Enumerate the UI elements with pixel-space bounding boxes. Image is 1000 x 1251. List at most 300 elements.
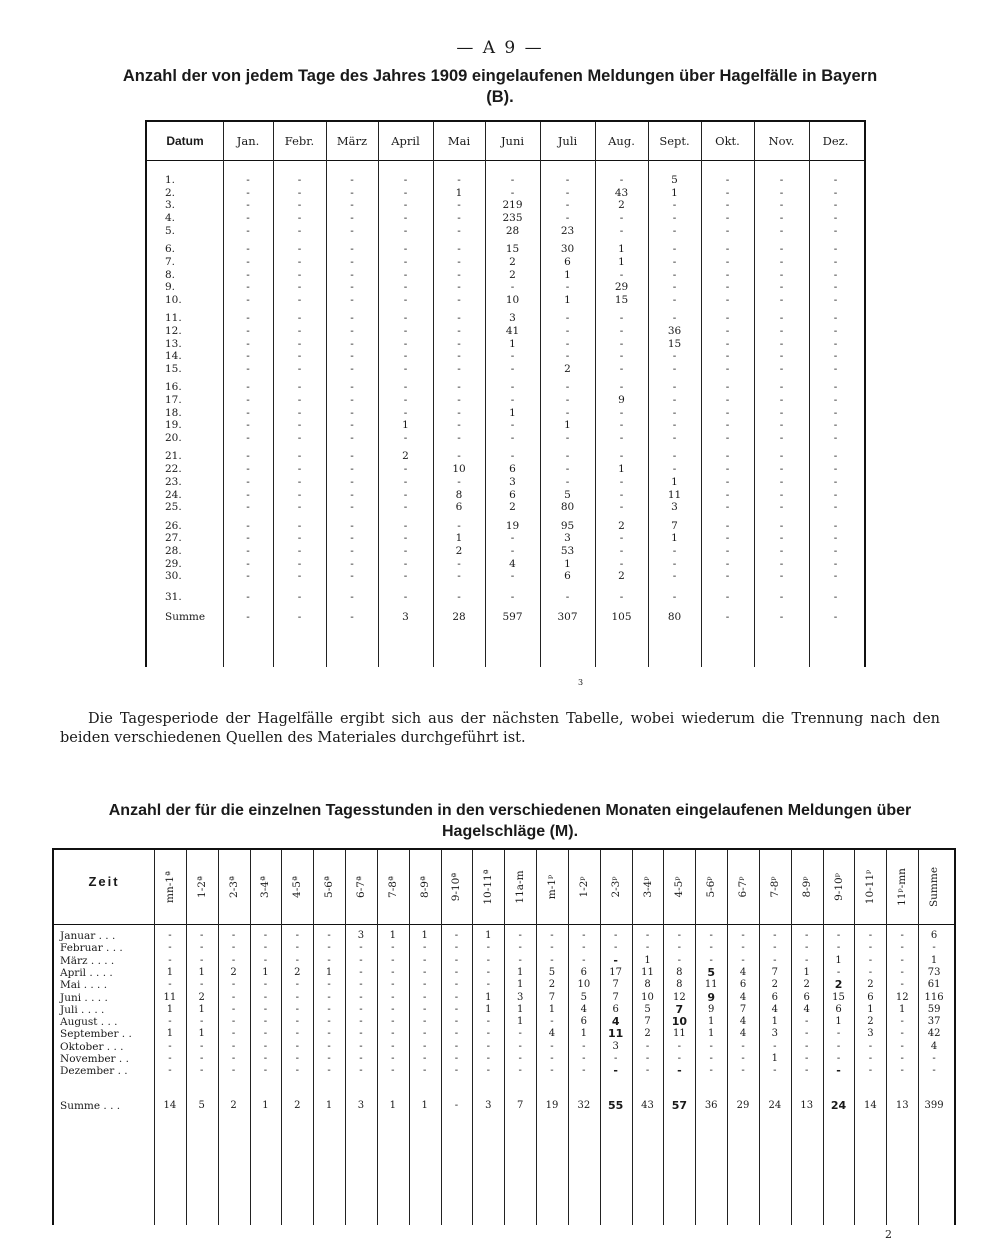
table1-column-divider: [595, 122, 596, 667]
table1-row-label: 17.: [165, 394, 182, 406]
table1-cell: 41: [505, 324, 520, 337]
table2-cell: -: [263, 1053, 268, 1064]
table2-column-header-label: 8-9ᵖ: [800, 876, 813, 898]
table1-cell: -: [350, 394, 354, 406]
table2-column-header: [536, 850, 568, 924]
table1-cell: 1: [671, 532, 678, 545]
table1-cell: -: [725, 590, 730, 603]
table2-cell: 29: [736, 1099, 750, 1111]
table1-cell: -: [297, 243, 302, 256]
table1-row-label: 28.: [165, 544, 182, 557]
table1-cell: -: [779, 519, 784, 532]
table1-cell: 1: [509, 337, 516, 350]
table2-cell: -: [613, 930, 618, 941]
table2-column-divider: [663, 850, 664, 1225]
table1-cell: -: [725, 450, 730, 463]
table1-cell: -: [779, 281, 784, 294]
table2-column-header-label: 10-11ᵖ: [864, 869, 877, 905]
table2-cell: -: [677, 1064, 682, 1078]
table1-cell: -: [350, 186, 354, 199]
table2-column-header-label: 3-4ª: [259, 876, 272, 898]
table2-cell: -: [613, 1064, 618, 1078]
table2-cell: 2: [294, 1099, 301, 1111]
table1-cell: -: [246, 350, 250, 363]
table2-cell: -: [550, 1016, 554, 1028]
table1-column-header: März: [336, 134, 368, 148]
table2-cell: -: [231, 1016, 236, 1028]
table2-title: Anzahl der für die einzelnen Tagesstunden in den verschiedenen Monaten eingelaufenen Meldungen über Hagelschläge (M).: [108, 802, 912, 840]
table2-cell: 4: [803, 1003, 810, 1015]
table2-cell: 2: [771, 979, 779, 991]
table2-cell: -: [454, 954, 459, 966]
table1-cell: -: [297, 544, 302, 557]
table1-cell: 11: [667, 488, 682, 501]
table1-row: [147, 269, 864, 281]
table1-row: [147, 187, 864, 199]
table1-cell: -: [246, 268, 250, 281]
table1-cell: -: [833, 281, 838, 294]
table2-cell: 32: [577, 1099, 591, 1111]
table1-title: Anzahl der von jedem Tage des Jahres 1909 eingelaufenen Meldungen über Hagelfälle in Bayern (B).: [122, 67, 878, 106]
table1-cell: -: [833, 337, 838, 350]
table1-cell: -: [510, 544, 515, 557]
table1-cell: -: [457, 363, 461, 375]
table2-column-header: [154, 850, 186, 924]
table1-cell: -: [672, 381, 677, 394]
table2-cell: -: [359, 1053, 363, 1064]
table2-cell: 10: [577, 979, 591, 991]
table1-cell: -: [246, 363, 250, 375]
table1-cell: -: [246, 186, 250, 199]
table2-cell: 1: [771, 1016, 779, 1028]
table2-cell: -: [836, 1064, 841, 1078]
table1-cell: -: [403, 590, 408, 603]
table1-cell: -: [246, 475, 250, 488]
table1-cell: -: [350, 432, 354, 445]
table1-cell: -: [297, 268, 302, 281]
table1-cell: 2: [455, 544, 463, 557]
table2-cell: -: [327, 979, 331, 991]
table1-cell: -: [246, 243, 250, 256]
table1-cell: -: [725, 463, 730, 476]
table2-column-divider: [472, 850, 473, 1225]
table1-cell: -: [350, 570, 354, 583]
table2-cell: 1: [198, 1028, 205, 1040]
table2-column-divider: [759, 850, 760, 1225]
table1-cell: 1: [618, 463, 625, 476]
table1-row: [147, 591, 864, 603]
table2-cell: -: [327, 991, 331, 1003]
table2-cell: -: [900, 954, 904, 966]
table2-column-header-label: 10-11ª: [482, 869, 495, 905]
table1-cell: -: [619, 432, 624, 445]
table1-cell: -: [725, 363, 730, 375]
table1-cell: -: [779, 463, 784, 476]
table2-cell: 1: [580, 1028, 587, 1040]
table1-cell: -: [403, 255, 408, 268]
table2-cell: 37: [927, 1016, 941, 1028]
table2-cell: -: [454, 1099, 459, 1111]
table2-cell: -: [900, 1016, 904, 1028]
table1-column-divider: [326, 122, 327, 667]
table1-cell: -: [779, 312, 784, 325]
table1-cell: -: [246, 488, 250, 501]
table1-cell: -: [350, 488, 354, 501]
table1-cell: -: [297, 570, 302, 583]
table2-cell: 2: [548, 979, 556, 991]
table1-cell: -: [297, 312, 302, 325]
table2-column-header: [886, 850, 918, 924]
table2-column-header: [791, 850, 823, 924]
table1-cell: -: [403, 268, 408, 281]
table1-cell: 53: [560, 544, 575, 557]
table1-cell: -: [510, 394, 515, 406]
table2-cell: 1: [421, 1099, 428, 1111]
table2-cell: -: [391, 942, 395, 954]
table2-cell: 4: [611, 1015, 620, 1029]
table1-column-header: Jan.: [236, 134, 260, 148]
table2-column-header-label: 9-10ª: [450, 872, 463, 902]
table2-cell: -: [422, 954, 427, 966]
table2-cell: -: [327, 1003, 331, 1015]
table2-column-divider: [854, 850, 855, 1225]
table2-cell: -: [168, 930, 172, 941]
table1-cell: -: [403, 363, 408, 375]
table1-cell: -: [246, 406, 250, 419]
table1-cell: -: [779, 544, 784, 557]
table2-cell: -: [327, 942, 331, 954]
table1-cell: -: [672, 590, 677, 603]
table2-cell: -: [518, 942, 522, 954]
table1-cell: 1: [564, 268, 571, 281]
table2-column-header: [186, 850, 218, 924]
table1-row: [147, 394, 864, 406]
table1-cell: -: [297, 324, 302, 337]
table1-row-label: Summe: [165, 610, 206, 623]
table1-cell: -: [297, 450, 302, 463]
table1-cell: -: [565, 406, 570, 419]
table2-cell: 1: [930, 954, 938, 966]
table2-column-header: [759, 850, 791, 924]
table1-cell: 15: [667, 337, 682, 350]
table1-cell: -: [457, 570, 461, 583]
table2-cell: -: [454, 979, 459, 991]
table2-cell: 1: [166, 1003, 174, 1015]
table2-cell: -: [454, 991, 459, 1003]
table2-cell: -: [231, 1040, 236, 1052]
table2-cell: -: [168, 1016, 172, 1028]
table2-cell: -: [582, 1065, 586, 1077]
table2-cell: 7: [644, 1016, 651, 1028]
table2-cell: -: [900, 966, 904, 978]
table1-cell: -: [779, 406, 784, 419]
table2-cell: 116: [924, 991, 944, 1003]
table1-cell: -: [725, 432, 730, 445]
table1-cell: -: [619, 501, 624, 514]
table2-cell: -: [295, 930, 299, 941]
table2-cell: -: [645, 1053, 650, 1064]
table2-cell: 3: [485, 1099, 492, 1111]
table1-column-header: Okt.: [715, 134, 740, 148]
table1-cell: 235: [502, 212, 523, 225]
table2-column-header-label: Summe: [928, 866, 941, 908]
table2-cell: -: [741, 1040, 745, 1052]
table2-cell: -: [773, 1040, 777, 1052]
table2-cell: -: [327, 1016, 331, 1028]
table2-cell: -: [932, 1065, 936, 1077]
table2-cell: 1: [548, 1003, 556, 1015]
table1-row: [147, 174, 864, 186]
table2-column-header-label: 4-5ª: [291, 876, 304, 898]
table1-row: [147, 363, 864, 375]
page-header: — A 9 —: [456, 38, 544, 58]
table2-cell: -: [263, 979, 268, 991]
table2-row-label: Oktober . . .: [60, 1040, 124, 1053]
table1-cell: -: [779, 363, 784, 375]
table1-cell: -: [246, 419, 250, 432]
table2-cell: -: [359, 1003, 363, 1015]
table2-cell: -: [677, 1040, 682, 1052]
table2-cell: -: [359, 1065, 363, 1077]
table1-cell: -: [510, 350, 515, 363]
table1-cell: -: [725, 174, 730, 186]
table2-cell: -: [900, 942, 904, 954]
table-daily-hail-reports: [145, 120, 866, 667]
table1-row: [147, 419, 864, 431]
table2-cell: -: [709, 1053, 713, 1064]
table2-column-header-label: 7-8ᵖ: [768, 876, 781, 898]
table2-cell: 55: [608, 1098, 624, 1112]
table2-cell: -: [836, 930, 841, 941]
table2-cell: -: [359, 991, 363, 1003]
table1-cell: -: [565, 432, 570, 445]
table1-cell: -: [350, 610, 354, 623]
table2-cell: -: [836, 1053, 841, 1064]
table2-cell: 24: [768, 1099, 782, 1111]
table2-cell: 11: [641, 966, 654, 978]
table2-cell: -: [582, 930, 586, 941]
table1-row: [147, 325, 864, 337]
table1-cell: -: [565, 350, 570, 363]
page-number: 2: [885, 1228, 892, 1241]
table2-column-header: [409, 850, 441, 924]
table1-cell: -: [725, 243, 730, 256]
table1-cell: -: [833, 381, 838, 394]
table2-column-header: [250, 850, 282, 924]
table2-cell: 73: [927, 966, 941, 978]
table1-cell: -: [246, 312, 250, 325]
table1-cell: -: [672, 394, 677, 406]
table2-column-header-label: 2-3ª: [227, 876, 240, 898]
table2-cell: 59: [927, 1003, 941, 1015]
table2-cell: 4: [930, 1040, 938, 1052]
table2-cell: 1: [803, 966, 810, 978]
table1-cell: -: [565, 174, 570, 186]
table2-column-header: [377, 850, 409, 924]
table2-cell: -: [486, 1016, 490, 1028]
table2-cell: -: [709, 930, 713, 941]
table2-cell: -: [518, 1040, 522, 1052]
table2-cell: -: [645, 930, 650, 941]
table2-cell: 6: [930, 930, 938, 941]
table1-cell: -: [350, 532, 354, 545]
table1-column-header: Dez.: [822, 134, 849, 148]
table2-cell: 8: [676, 966, 683, 978]
table1-cell: -: [350, 268, 354, 281]
table1-cell: -: [619, 475, 624, 488]
table1-cell: -: [672, 406, 677, 419]
table2-cell: -: [645, 1065, 650, 1077]
table1-cell: -: [619, 350, 624, 363]
table2-cell: -: [359, 942, 363, 954]
table1-cell: -: [510, 450, 515, 463]
table2-cell: -: [200, 930, 204, 941]
table2-column-divider: [504, 850, 505, 1225]
table2-cell: -: [836, 1040, 841, 1052]
table1-cell: 1: [671, 475, 678, 488]
table1-cell: -: [457, 475, 461, 488]
table2-cell: -: [231, 1028, 236, 1040]
table2-cell: 1: [166, 966, 174, 978]
table2-column-header-label: 3-4ᵖ: [641, 876, 654, 898]
table1-row: [147, 281, 864, 293]
table1-cell: 2: [618, 519, 625, 532]
table2-cell: -: [805, 1016, 809, 1028]
table2-cell: -: [900, 1028, 904, 1040]
table2-row-label: Dezember . .: [60, 1065, 128, 1078]
table2-cell: -: [836, 1028, 841, 1040]
table1-cell: -: [403, 557, 408, 570]
table2-cell: -: [613, 1053, 618, 1064]
table2-column-divider: [632, 850, 633, 1225]
table1-cell: 9: [618, 394, 625, 406]
table2-cell: -: [550, 1065, 554, 1077]
table1-cell: -: [833, 544, 838, 557]
table1-cell: -: [725, 570, 730, 583]
table1-cell: -: [403, 394, 408, 406]
table2-cell: -: [200, 954, 204, 966]
table2-cell: 1: [421, 930, 428, 941]
table1-cell: -: [297, 186, 302, 199]
table1-cell: -: [833, 501, 838, 514]
table1-cell: -: [297, 419, 302, 432]
table2-cell: -: [582, 942, 586, 954]
table2-cell: 399: [924, 1099, 944, 1111]
table1-column-header: Aug.: [608, 134, 635, 148]
table2-column-divider: [250, 850, 251, 1225]
table2-cell: -: [263, 942, 268, 954]
table1-row-label: 2.: [165, 186, 176, 199]
table1-cell: -: [246, 590, 250, 603]
table1-cell: -: [457, 293, 461, 306]
table2-cell: -: [486, 942, 490, 954]
table1-cell: -: [457, 519, 461, 532]
table1-cell: 6: [509, 488, 516, 501]
table2-cell: -: [741, 930, 745, 941]
table2-cell: -: [454, 942, 459, 954]
table1-cell: -: [565, 394, 570, 406]
table1-cell: -: [833, 488, 838, 501]
table1-row: [147, 463, 864, 475]
table2-cell: -: [486, 1065, 490, 1077]
table2-cell: 6: [739, 979, 747, 991]
table1-cell: -: [833, 212, 838, 225]
table2-cell: 13: [800, 1099, 814, 1111]
table1-cell: -: [725, 212, 730, 225]
table2-row-label: April . . . .: [60, 966, 113, 979]
table1-cell: -: [350, 199, 354, 212]
table2-column-header: [727, 850, 759, 924]
table1-cell: -: [457, 394, 461, 406]
table1-cell: 5: [564, 488, 571, 501]
table2-cell: -: [295, 1003, 299, 1015]
table2-cell: -: [613, 953, 618, 967]
table1-cell: -: [403, 570, 408, 583]
table1-cell: -: [510, 570, 515, 583]
table1-row: [147, 243, 864, 255]
table1-cell: 29: [614, 281, 629, 294]
table2-cell: -: [709, 942, 713, 954]
table2-cell: 4: [548, 1028, 556, 1040]
table1-cell: -: [779, 557, 784, 570]
table1-cell: -: [403, 186, 408, 199]
table1-column-divider: [378, 122, 379, 667]
table2-row-label: Juli . . . .: [60, 1003, 105, 1016]
table2-cell: -: [231, 991, 236, 1003]
table2-cell: -: [231, 1065, 236, 1077]
table1-cell: -: [297, 199, 302, 212]
table2-column-header: [472, 850, 504, 924]
table1-cell: 95: [560, 519, 575, 532]
table1-cell: 15: [614, 293, 629, 306]
table1-cell: -: [350, 324, 354, 337]
table1-cell: 23: [560, 224, 575, 237]
table1-cell: -: [619, 363, 624, 375]
table2-cell: -: [391, 1016, 395, 1028]
table1-cell: -: [457, 243, 461, 256]
table1-cell: -: [833, 312, 838, 325]
table1-cell: -: [779, 337, 784, 350]
table2-cell: -: [805, 1040, 809, 1052]
table2-cell: -: [805, 954, 809, 966]
table2-cell: 4: [739, 966, 747, 978]
table1-cell: -: [403, 337, 408, 350]
table1-row-label: 25.: [165, 501, 182, 514]
table2-cell: -: [773, 954, 777, 966]
table1-cell: 28: [452, 610, 466, 623]
table1-cell: -: [833, 324, 838, 337]
table2-row-label: Januar . . .: [60, 930, 116, 942]
table2-cell: -: [900, 930, 904, 941]
table1-cell: -: [672, 243, 677, 256]
table2-cell: -: [900, 1065, 904, 1077]
table1-row: [147, 489, 864, 501]
table1-cell: -: [403, 519, 408, 532]
table2-column-header-label: 6-7ª: [354, 876, 367, 898]
table2-cell: 1: [835, 1016, 842, 1028]
table1-row: [147, 611, 864, 623]
table2-cell: -: [359, 1028, 363, 1040]
table1-cell: -: [457, 199, 461, 212]
table2-cell: 7: [675, 1002, 684, 1016]
table2-column-header: [345, 850, 377, 924]
table2-cell: -: [518, 954, 522, 966]
table1-cell: -: [672, 570, 677, 583]
table1-cell: -: [297, 224, 302, 237]
table2-column-header: [823, 850, 855, 924]
table2-column-header: [600, 850, 632, 924]
table1-cell: -: [297, 432, 302, 445]
